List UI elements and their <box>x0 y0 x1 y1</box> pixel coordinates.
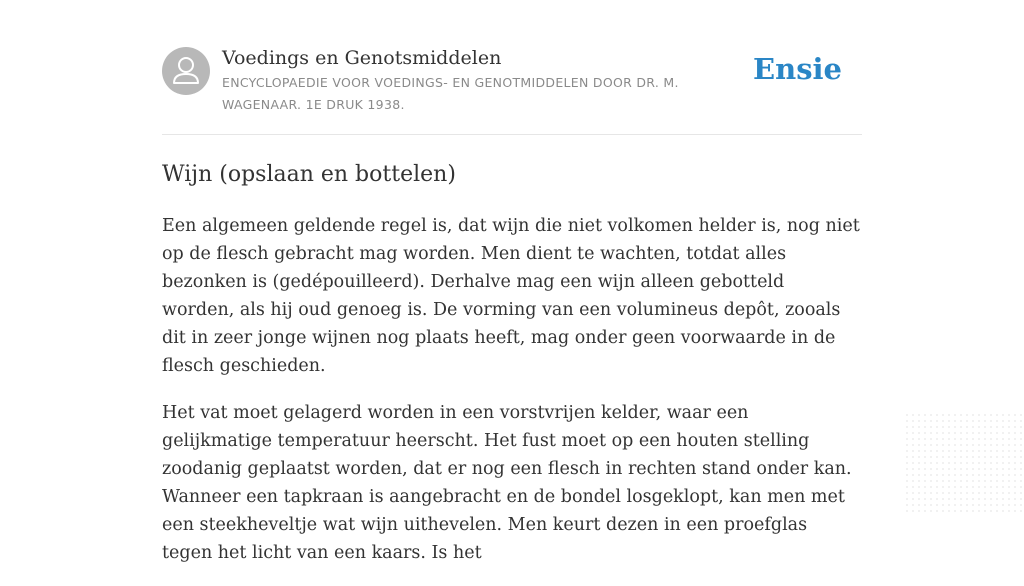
article-title: Wijn (opslaan en bottelen) <box>162 162 456 187</box>
article-paragraph: Een algemeen geldende regel is, dat wijn die niet volkomen helder is, nog niet op de flesch gebracht mag worden. Men dient te wachten, totdat alles bezonken is (gedépouilleerd). Derhalve mag een wijn alleen gebotteld worden, als hij oud genoeg is. De vorming van een volumineus depôt, zooals dit in zeer jonge wijnen nog plaats heeft, mag onder geen voorwaarde in de flesch geschieden. <box>162 216 860 376</box>
source-subtitle: ENCYCLOPAEDIE VOOR VOEDINGS- EN GENOTMIDDELEN DOOR DR. M. WAGENAAR. 1E DRUK 1938. <box>222 75 679 112</box>
user-icon[interactable] <box>162 47 210 95</box>
ensie-logo[interactable]: Ensie <box>753 52 842 86</box>
source-header <box>162 0 862 135</box>
article-body <box>162 212 862 586</box>
content-container <box>162 0 862 563</box>
article-paragraph: Het vat moet gelagerd worden in een vorstvrijen kelder, waar een gelijkmatige temperatuur heerscht. Het fust moet op een houten stelling zoodanig geplaatst worden, dat er nog een flesch in rechten stand onder kan. Wanneer een tapkraan is aangebracht en de bondel losgeklopt, kan men met een steekheveltje wat wijn uithevelen. Men keurt dezen in een proefglas tegen het licht van een kaars. Is het <box>162 403 852 563</box>
source-title[interactable]: Voedings en Genotsmiddelen <box>222 47 502 69</box>
decorative-dot-pattern <box>904 412 1024 512</box>
